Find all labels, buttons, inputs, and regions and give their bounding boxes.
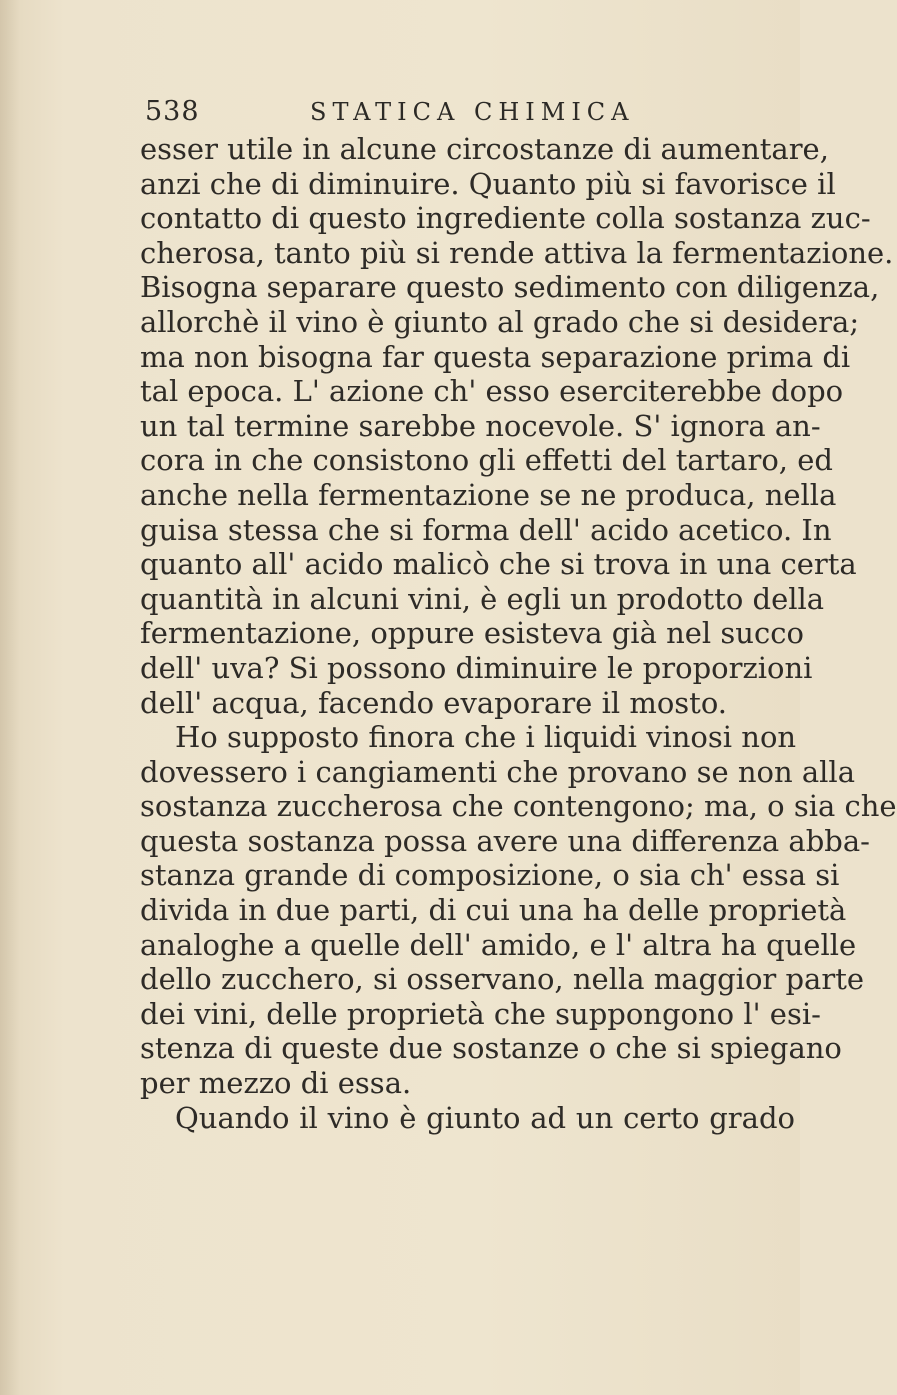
text-line: Bisogna separare questo sedimento con diligenza,	[140, 270, 880, 305]
text-line: fermentazione, oppure esisteva già nel succo	[140, 616, 804, 651]
text-line: analoghe a quelle dell' amido, e l' altra ha quelle	[140, 927, 857, 962]
text-line: dell' acqua, facendo evaporare il mosto.	[140, 685, 727, 720]
text-line: guisa stessa che si forma dell' acido acetico. In	[140, 512, 832, 547]
text-line: quanto all' acido malicò che si trova in una certa	[140, 547, 857, 582]
text-line: dello zucchero, si osservano, nella maggior parte	[140, 962, 865, 997]
text-line: dell' uva? Si possono diminuire le proporzioni	[140, 650, 813, 685]
text-line: stanza grande di composizione, o sia ch' essa si	[140, 858, 840, 893]
text-line: quantità in alcuni vini, è egli un prodotto della	[140, 581, 825, 616]
page-number: 538	[145, 96, 200, 127]
text-line: dovessero i cangiamenti che provano se non alla	[140, 754, 855, 789]
body-text	[140, 132, 897, 1135]
text-line: anche nella fermentazione se ne produca, nella	[140, 477, 837, 512]
text-line: cherosa, tanto più si rende attiva la fermentazione.	[140, 235, 894, 270]
text-line: ma non bisogna far questa separazione prima di	[140, 339, 851, 374]
text-line: stenza di queste due sostanze o che si spiegano	[140, 1031, 842, 1066]
page-header	[145, 96, 785, 132]
text-line: tal epoca. L' azione ch' esso eserciterebbe dopo	[140, 374, 844, 409]
text-line: esser utile in alcune circostanze di aumentare,	[140, 132, 829, 166]
text-line: cora in che consistono gli effetti del tartaro, ed	[140, 443, 833, 478]
text-line: anzi che di diminuire. Quanto più si favorisce il	[140, 166, 836, 201]
text-line: questa sostanza possa avere una differenza abba-	[140, 823, 870, 858]
text-line: per mezzo di essa.	[140, 1066, 412, 1101]
text-line: dei vini, delle proprietà che suppongono l' esi-	[140, 996, 821, 1031]
text-line: un tal termine sarebbe nocevole. S' ignora an-	[140, 408, 821, 443]
text-line: divida in due parti, di cui una ha delle proprietà	[140, 893, 847, 928]
text-line: contatto di questo ingrediente colla sostanza zuc-	[140, 201, 871, 236]
text-line: allorchè il vino è giunto al grado che si desidera;	[140, 304, 860, 339]
paragraph-start-line: Ho supposto finora che i liquidi vinosi non	[175, 720, 797, 755]
running-title: STATICA CHIMICA	[310, 98, 635, 126]
paragraph-start-line: Quando il vino è giunto ad un certo grado	[175, 1100, 795, 1135]
text-line: sostanza zuccherosa che contengono; ma, o sia che	[140, 789, 897, 824]
